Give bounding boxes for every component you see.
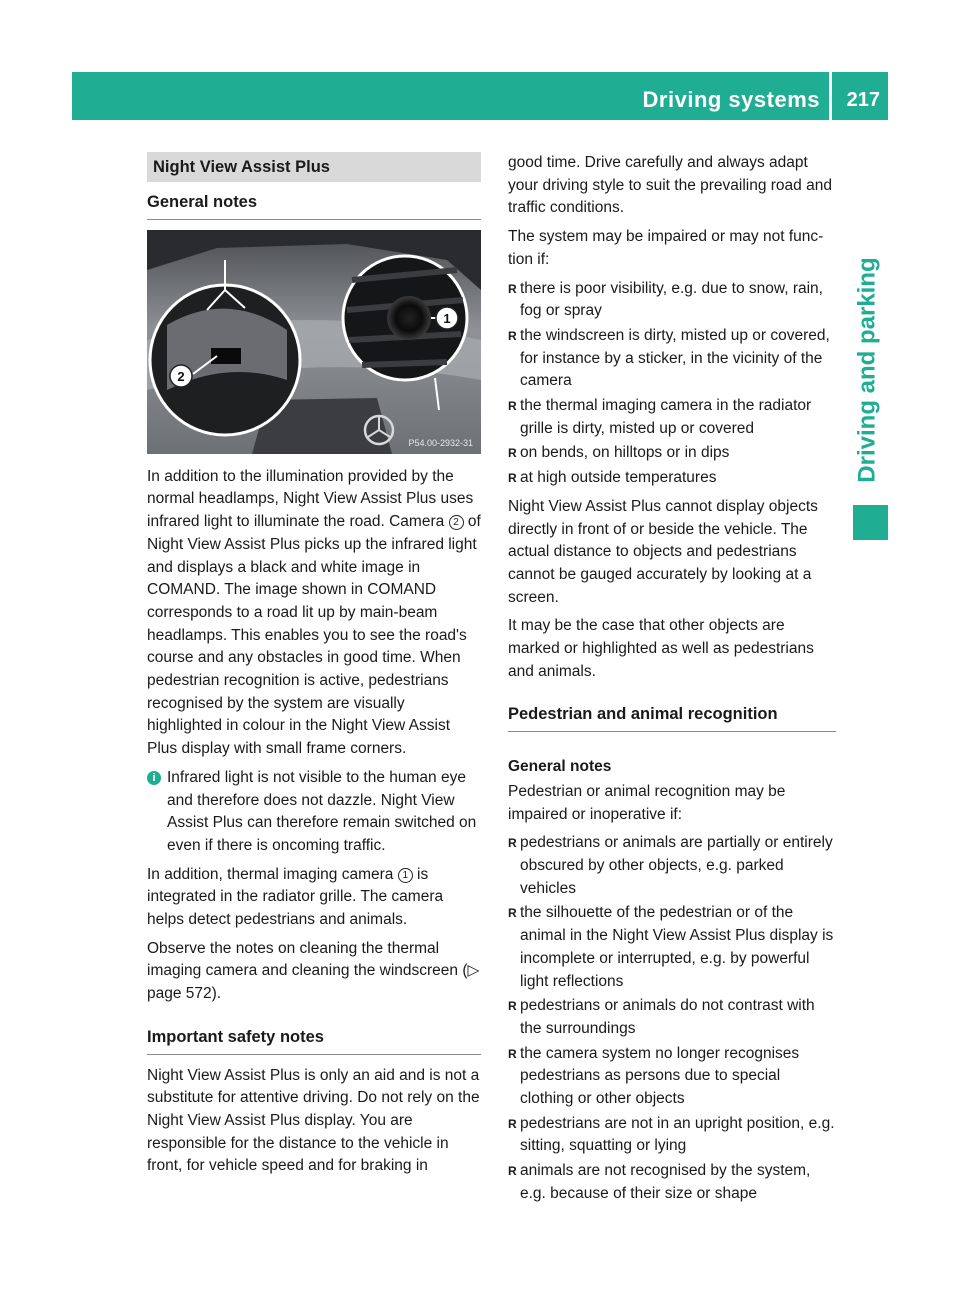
left-column [147, 152, 481, 1184]
info-note-text: Infrared light is not visible to the human eye and therefore does not dazzle. Night View Assist Plus can therefore remain switched on even if there is oncoming traffic. [167, 768, 477, 854]
list-item: R at high outside temperatures [508, 467, 836, 490]
list-item: R on bends, on hilltops or in dips [508, 442, 836, 465]
list-item: R the silhouette of the pedestrian or of the animal in the Night View Assist Plus display is incomplete or interrupted, e.g. by powerful light reflections [508, 902, 836, 993]
recognition-list [508, 832, 836, 1205]
cleaning-note-paragraph: Observe the notes on cleaning the thermal imaging camera and cleaning the windscreen (▷ page 572). [147, 939, 480, 1003]
thermal-camera-paragraph: In addition, thermal imaging camera 1 is integrated in the radiator grille. The camera helps detect pedestrians and animals. [147, 865, 444, 929]
callout-2-ref-icon: 2 [449, 515, 464, 530]
header-divider [829, 72, 832, 120]
chapter-side-tab [848, 240, 888, 500]
list-item: R there is poor visibility, e.g. due to snow, rain, fog or spray [508, 278, 836, 323]
list-item: R the windscreen is dirty, misted up or covered, for instance by a sticker, in the vicinity of the camera [508, 325, 836, 393]
intro-paragraph: In addition to the illumination provided by the normal headlamps, Night View Assist Plus uses infrared light to illuminate the road. Camera 2 of Night View Assist Plus picks up the infrared light and displays a black and white image in COMAND. The image shown in COMAND corresponds to a road lit up by main-beam headlamps. This enables you to see the road's course and any obstacles in good time. When pedestrian recognition is active, pedestrians recognised by the system are visually highlighted in colour in the Night View Assist Plus display with small frame corners. [147, 467, 481, 758]
callout-1-ref-icon: 1 [398, 868, 413, 883]
impairment-intro: The system may be impaired or may not function if: [508, 228, 824, 268]
info-note [147, 767, 481, 858]
image-code: P54.00-2932-31 [408, 437, 473, 448]
list-item: R the camera system no longer recognises pedestrians as persons due to special clothing or other objects [508, 1043, 836, 1111]
svg-text:1: 1 [443, 310, 451, 326]
chapter-side-tab-label: Driving and parking [854, 257, 881, 483]
svg-text:2: 2 [177, 368, 185, 384]
section-title: Night View Assist Plus [147, 152, 481, 182]
list-item: R animals are not recognised by the system, e.g. because of their size or shape [508, 1160, 836, 1205]
recognition-intro: Pedestrian or animal recognition may be impaired or inoperative if: [508, 782, 786, 823]
display-limits-paragraph: Night View Assist Plus cannot display objects directly in front of or beside the vehicle. The actual distance to objects and pedestrians cannot be gauged accurately by looking at a screen. [508, 497, 818, 606]
recognition-general-heading: General notes [508, 758, 612, 776]
list-item: R pedestrians or animals are partially or entirely obscured by other objects, e.g. parked vehicles [508, 832, 836, 900]
list-item: R pedestrians or animals do not contrast with the surroundings [508, 995, 836, 1040]
page-header [72, 72, 888, 120]
page-number: 217 [846, 89, 880, 111]
impairment-list [508, 278, 836, 490]
safety-paragraph: Night View Assist Plus is only an aid and is not a substitute for attentive driving. Do not rely on the Night View Assist Plus display. You are responsible for the distance to the vehicle in front, for vehicle speed and for braking in [147, 1066, 480, 1175]
continued-paragraph: good time. Drive carefully and always adapt your driving style to suit the prevailing road and traffic conditions. [508, 154, 832, 217]
list-item: R the thermal imaging camera in the radiator grille is dirty, misted up or covered [508, 395, 836, 440]
right-column [508, 152, 836, 1212]
list-item: R pedestrians are not in an upright position, e.g. sitting, squatting or lying [508, 1113, 836, 1158]
recognition-heading: Pedestrian and animal recognition [508, 703, 836, 732]
general-notes-heading: General notes [147, 191, 481, 220]
running-head-section: Driving systems [642, 87, 820, 112]
camera-location-photo [147, 230, 481, 454]
chapter-tab-marker [853, 505, 888, 540]
other-objects-paragraph: It may be the case that other objects are marked or highlighted as well as pedestrians and animals. [508, 617, 814, 680]
info-icon: i [147, 771, 161, 785]
safety-notes-heading: Important safety notes [147, 1026, 481, 1055]
